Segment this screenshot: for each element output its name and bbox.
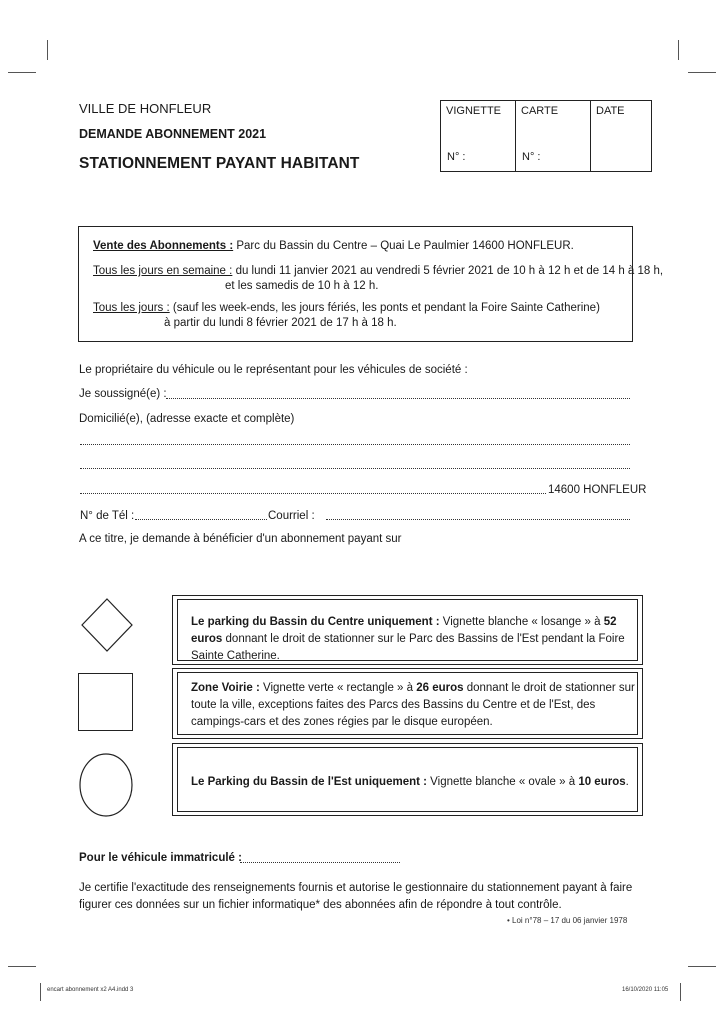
city-suffix: 14600 HONFLEUR: [548, 484, 647, 496]
crop-mark: [680, 983, 681, 1001]
option-bassin-est: [172, 743, 643, 816]
option-zone-voirie-text: [191, 680, 641, 731]
request-text: A ce titre, je demande à bénéficier d'un abonnement payant sur: [79, 533, 402, 545]
option-bassin-centre-text: [191, 614, 641, 665]
option-zone-voirie-detail: donnant le droit de stationner sur toute la ville, exceptions faites des Parcs des Bassins du Centre et de l'Est, des campings-cars et des zones régies par le disque européen.: [191, 682, 635, 728]
option-bassin-est-frame: [177, 747, 638, 812]
option-bassin-est-text: [191, 774, 641, 791]
address-line-3[interactable]: [80, 493, 546, 494]
crop-mark: [47, 40, 48, 60]
phone-field[interactable]: [135, 519, 267, 520]
date-cell: [591, 101, 652, 172]
admin-use-table: [440, 100, 652, 172]
phone-label: N° de Tél :: [80, 510, 135, 522]
option-bassin-est-title: Le Parking du Bassin de l'Est uniquement :: [191, 776, 427, 788]
saturday-hours: et les samedis de 10 h à 12 h.: [225, 280, 379, 292]
option-bassin-centre-detail: donnant le droit de stationner sur le Parc des Bassins de l'Est pendant la Foire Sainte Catherine.: [191, 633, 625, 662]
print-slug-timestamp: 16/10/2020 11:05: [622, 987, 669, 993]
email-label: Courriel :: [268, 510, 315, 522]
option-bassin-centre: [172, 595, 643, 665]
option-zone-voirie: [172, 668, 643, 739]
option-bassin-est-desc: Vignette blanche « ovale » à: [426, 776, 579, 788]
request-heading: DEMANDE ABONNEMENT 2021: [79, 127, 267, 141]
weekday-hours-label: Tous les jours en semaine :: [93, 265, 233, 277]
option-bassin-centre-title: Le parking du Bassin du Centre uniquement :: [191, 616, 440, 628]
town-name: VILLE DE HONFLEUR: [79, 101, 212, 116]
owner-intro: Le propriétaire du véhicule ou le représentant pour les véhicules de société :: [79, 364, 468, 376]
weekday-hours: [93, 264, 663, 279]
daily-hours-start: à partir du lundi 8 février 2021 de 17 h à 18 h.: [164, 317, 397, 329]
crop-mark: [8, 72, 36, 73]
daily-hours-label: Tous les jours :: [93, 302, 170, 314]
option-bassin-centre-desc: Vignette blanche « losange » à: [439, 616, 604, 628]
email-field[interactable]: [326, 519, 630, 520]
crop-mark: [688, 966, 716, 967]
soussigne-field[interactable]: [166, 398, 630, 399]
option-zone-voirie-desc: Vignette verte « rectangle » à: [259, 682, 417, 694]
sales-location: [93, 239, 574, 254]
page-title: STATIONNEMENT PAYANT HABITANT: [79, 155, 360, 172]
vignette-number-label: N° :: [447, 151, 466, 163]
diamond-checkbox[interactable]: [81, 598, 133, 652]
vignette-cell: [441, 101, 516, 172]
sales-location-text: Parc du Bassin du Centre – Quai Le Paulmier 14600 HONFLEUR.: [236, 240, 574, 252]
crop-mark: [40, 983, 41, 1001]
certification-text: Je certifie l'exactitude des renseignements fournis et autorise le gestionnaire du stationnement payant à faire figurer ces données sur un fichier informatique* des abonnées afin de répondre à tout contrôle.: [79, 882, 633, 911]
sales-location-label: Vente des Abonnements :: [93, 240, 234, 252]
weekday-hours-text: du lundi 11 janvier 2021 au vendredi 5 février 2021 de 10 h à 12 h et de 14 h à 18 h,: [235, 265, 664, 277]
rectangle-checkbox[interactable]: [78, 673, 133, 731]
option-bassin-est-detail: .: [625, 776, 629, 788]
option-bassin-centre-price: 52 euros: [191, 616, 617, 645]
option-zone-voirie-frame: [177, 672, 638, 735]
carte-number-label: N° :: [522, 151, 541, 163]
law-reference: • Loi n°78 – 17 du 06 janvier 1978: [507, 916, 628, 925]
crop-mark: [8, 966, 36, 967]
crop-mark: [678, 40, 679, 60]
option-bassin-centre-frame: [177, 599, 638, 661]
oval-checkbox[interactable]: [78, 752, 134, 818]
registration-field[interactable]: [240, 862, 400, 863]
address-line-1[interactable]: [80, 444, 630, 445]
sales-info-box: [78, 226, 664, 342]
daily-hours-text: (sauf les week-ends, les jours fériés, les ponts et pendant la Foire Sainte Catherine): [172, 302, 600, 314]
soussigne-label: Je soussigné(e) :: [79, 388, 167, 400]
vignette-label: VIGNETTE: [446, 105, 502, 117]
carte-cell: [516, 101, 591, 172]
option-zone-voirie-price: 26 euros: [416, 682, 464, 694]
print-slug-file: encart abonnement x2 A4.indd 3: [47, 987, 134, 993]
option-zone-voirie-title: Zone Voirie :: [191, 682, 260, 694]
address-line-2[interactable]: [80, 468, 630, 469]
option-bassin-est-price: 10 euros: [578, 776, 626, 788]
carte-label: CARTE: [521, 105, 559, 117]
date-label: DATE: [596, 105, 625, 117]
vehicle-label: Pour le véhicule immatriculé :: [79, 852, 242, 864]
crop-mark: [688, 72, 716, 73]
daily-hours: [93, 301, 600, 316]
domicile-label: Domicilié(e), (adresse exacte et complète): [79, 413, 295, 425]
